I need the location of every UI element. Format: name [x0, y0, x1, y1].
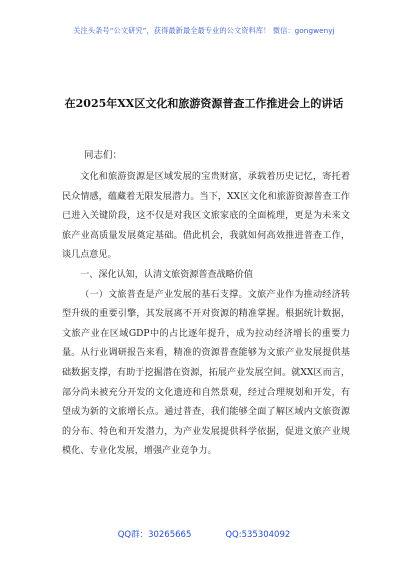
contact-footer: [0, 528, 408, 540]
qq-group-text: QQ群：30265665: [117, 530, 192, 540]
intro-paragraph: 文化和旅游资源是区域发展的宝贵财富，承载着历史记忆，寄托着民众情感，蕴藏着无限发展潜力。当下，XX区文化和旅游资源普查工作已进入关键阶段，这不仅是对我区文旅家底的全面梳理，更是为未来文旅产业高质量发展奠定基础。借此机会，我就如何高效推进普查工作，谈几点意见。: [62, 172, 350, 261]
section-heading: 一、深化认知，认清文旅资源普查战略价值: [80, 269, 253, 280]
document-body: [62, 168, 350, 462]
salutation: 同志们：: [84, 150, 123, 161]
qq-text: QQ:535304092: [225, 530, 291, 540]
body-paragraph: （一）文旅普查是产业发展的基石支撑。文旅产业作为推动经济转型升级的重要引擎，其发展离不开对资源的精准掌握。根据统计数据，文旅产业在区域GDP中的占比逐年提升，成为拉动经济增长的重要力量。从行业调研报告来看，精准的资源普查能够为文旅产业发展提供基础数据支撑，有助于挖掘潜在资源，拓展产业发展空间。就XX区而言，部分尚未被充分开发的文化遗迹和自然景观，经过合理规划和开发，有望成为新的文旅增长点。通过普查，我们能够全面了解区域内文旅资源的分布、特色和开发潜力，为产业发展提供科学依据，促进文旅产业规模化、专业化发展，增强产业竞争力。: [62, 289, 350, 457]
promo-banner: 关注头条号“公文研究”，获得最新最全最专业的公文资料库！ 微信：gongwenyj: [73, 26, 335, 35]
document-title: 在2025年XX区文化和旅游资源普查工作推进会上的讲话: [64, 97, 344, 110]
